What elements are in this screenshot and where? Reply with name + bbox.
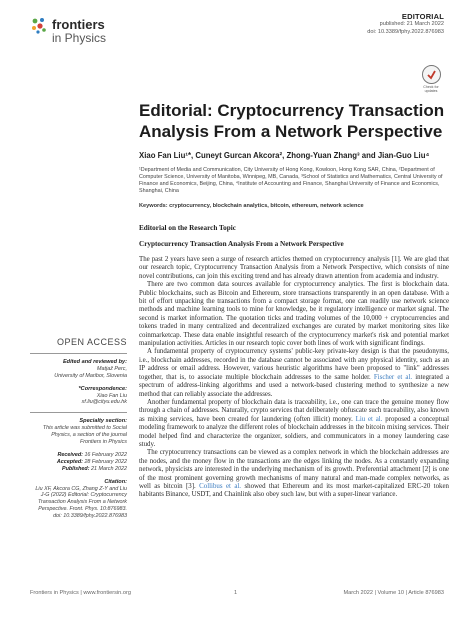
accepted-label: Accepted:	[56, 458, 83, 465]
paragraph-5	[139, 449, 449, 499]
sidebar-divider	[30, 353, 127, 354]
citation-text: Liu XF, Akcora CG, Zhang Z-Y and Liu J-G (2022) Editorial: Cryptocurrency Transaction Analysis From a Network Perspective. Front. Phys. 10:876983. doi: 10.3389/fphy.2022.876983	[35, 485, 127, 519]
published-label: Published:	[61, 465, 90, 472]
article-type: EDITORIAL	[401, 12, 444, 21]
page-number: 1	[234, 590, 238, 596]
article-title: Editorial: Cryptocurrency Transaction Analysis From a Network Perspective	[139, 101, 445, 141]
footer-journal[interactable]: Frontiers in Physics | www.frontiersin.org	[30, 590, 131, 596]
journal-logo[interactable]	[30, 13, 120, 43]
check-updates-icon	[422, 65, 441, 84]
citation-block	[30, 479, 127, 520]
published-sidebar-date: 21 March 2022	[91, 465, 127, 472]
paragraph-3-text-b: integrated a spectrum of address-linking algorithms and used a network-based clustering method to synthesize a new method that can reliably associate the addresses.	[139, 373, 450, 398]
subsection-heading: Cryptocurrency Transaction Analysis From a Network Perspective	[139, 240, 344, 248]
correspondence-heading: *Correspondence:	[78, 385, 127, 392]
sidebar-divider	[30, 412, 127, 413]
paragraph-1: The past 2 years have seen a surge of research articles themed on cryptocurrency analysis [1]. We are glad that our research topic, Cryptocurrency Transaction Analysis from a Network Perspective, which consists of nine novel contributions, can join this exciting trend and has already drawn attention from academia and industry.	[139, 256, 449, 280]
citation-link-fischer[interactable]: Fischer et al.	[373, 373, 413, 381]
published-date: published: 21 March 2022	[379, 21, 444, 27]
paragraph-3-text-a: A fundamental property of cryptocurrency systems' public-key private-key design is that the pseudonyms, i.e., blockchain addresses, recorded in the database cannot be associated with any physical identity, such as an IP address or email address. However, various heuristic algorithms have been proposed to "link" addresses together, that is, to associate multiple blockchain addresses to the same holder.	[139, 348, 449, 381]
correspondence-block	[30, 386, 127, 407]
paragraph-4-text-b: proposed a conceptual modeling framework to analyze the different roles of blockchain addresses in the bitcoin mixing services. Their model helped find and characterize the organizer, soldiers, and communicators in a money laundering case study.	[139, 415, 449, 448]
doi-link[interactable]: doi: 10.3389/fphy.2022.876983	[367, 28, 444, 35]
specialty-text: This article was submitted to Social Physics, a section of the journal Frontiers in Physics	[42, 425, 127, 445]
paragraph-5-text-b: showed that Ethereum and its most market-capitalized ERC-20 token habitants Binance, USDT, and Chainlink also obey such law, but with a super-linear variance.	[139, 482, 449, 499]
accepted-date: 28 February 2022	[84, 458, 127, 465]
keywords-label: Keywords:	[139, 203, 168, 209]
article-body	[139, 256, 449, 500]
article-sidebar	[30, 337, 127, 526]
correspondence-name: Xiao Fan Liu	[96, 392, 127, 399]
paragraph-4-text-a: Another fundamental property of blockchain data is traceability, i.e., one can trace the genuine money flow through a chain of addresses. Naturally, crypto services that deliberately obfuscate such traceability, also known as mixing services, have been created for laundering (often illicit) money.	[139, 398, 449, 423]
brand-journal: in Physics	[52, 31, 107, 45]
check-updates-button[interactable]	[419, 65, 443, 93]
citation-link-liu[interactable]: Liu et al.	[355, 415, 383, 423]
affiliations: ¹Department of Media and Communication, City University of Hong Kong, Kowloon, Hong Kong SAR, China, ²Department of Computer Science, University of Manitoba, Winnipeg, MB, Canada, ³School of Statistics and Mathematics, Central University of Finance and Economics, Beijing, China, ⁴Institute of Accounting and Finance, Shanghai University of Finance and Economics, Shanghai, China	[139, 167, 443, 194]
received-date: 16 February 2022	[84, 451, 127, 458]
edited-heading: Edited and reviewed by:	[62, 359, 127, 365]
brand-name: frontiers	[52, 17, 105, 32]
frontiers-logo-icon	[30, 17, 48, 35]
editor-block	[30, 359, 127, 380]
citation-heading: Citation:	[104, 478, 127, 485]
citation-link-collibus[interactable]: Collibus et al.	[199, 482, 242, 490]
specialty-block	[30, 418, 127, 445]
keywords	[139, 203, 449, 209]
article-meta	[367, 12, 444, 36]
received-label: Received:	[57, 451, 83, 458]
section-heading: Editorial on the Research Topic	[139, 224, 236, 232]
keywords-list: cryptocurrency, blockchain analytics, bitcoin, ethereum, network science	[169, 203, 364, 209]
editor-affiliation: University of Maribor, Slovenia	[54, 372, 127, 379]
editor-name: Matjaž Perc,	[97, 366, 127, 372]
author-list: Xiao Fan Liu¹*, Cuneyt Gurcan Akcora², Zhong-Yuan Zhang³ and Jian-Guo Liu⁴	[139, 151, 430, 160]
paragraph-5-text-a: The cryptocurrency transactions can be viewed as a complex network in which the blockchain addresses are the nodes, and the money flow in the transactions are the edges linking the nodes. As a constantly expanding network, physicists are interested in the underlying mechanism of its growth. Preferential attachment [2] is one of the most prominent governing growth mechanisms of many natural and man-made complex networks, as well as bitcoin [3].	[139, 449, 449, 490]
specialty-heading: Specialty section:	[79, 418, 127, 425]
paragraph-3	[139, 348, 449, 398]
paragraph-4	[139, 399, 449, 449]
correspondence-email[interactable]: xf.liu@cityu.edu.hk	[81, 399, 127, 406]
dates-block	[30, 452, 127, 473]
open-access-badge: OPEN ACCESS	[56, 337, 127, 347]
check-updates-label: Check for updates	[423, 85, 439, 93]
paragraph-2: There are two common data sources available for cryptocurrency analytics. The first is blockchain data. Public blockchains, such as Bitcoin and Ethereum, store transactions transparently in an open database. With a bit of effort unpacking the transactions from a compact storage format, one can readily use network science methods and machine learning tools to mine for knowledge, be it regulatory intelligence or market signal. The second is market information. The quotation ticks and trading volumes of the 10,000 + cryptocurrencies and tokens traded in many centralized and decentralized exchanges are curated by market monitoring sites like coinmarketcap. These data enable insightful research of the cryptocurrency market's risk and potential market manipulation activities. Articles in our research topic cover both lines of work with significant findings.	[139, 281, 449, 348]
footer-issue: March 2022 | Volume 10 | Article 876983	[343, 590, 444, 596]
